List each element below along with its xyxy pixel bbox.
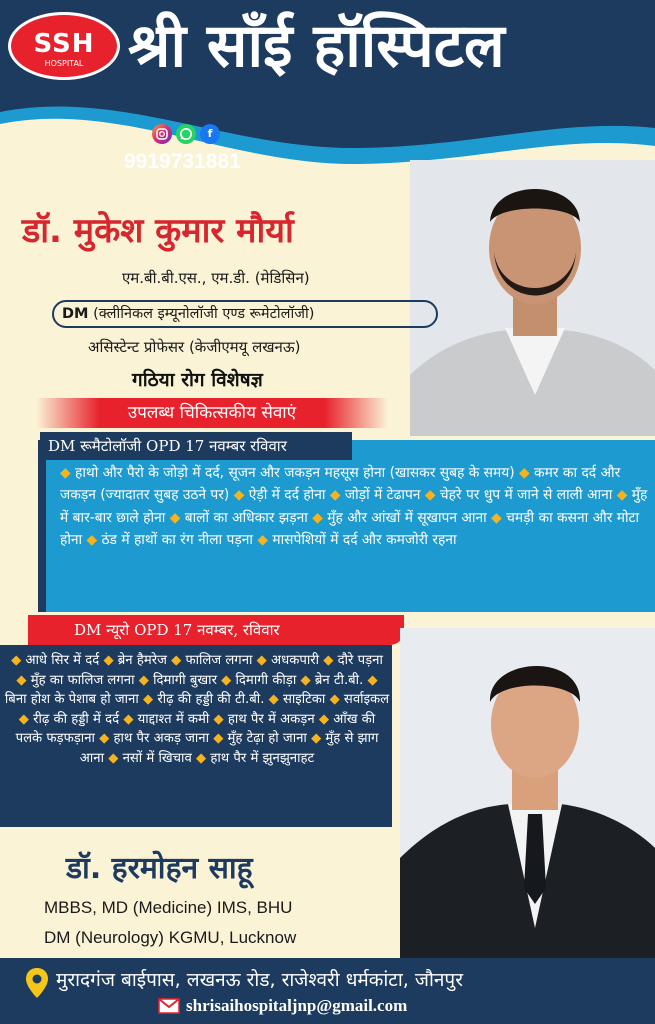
symptom-item: ◆ मुँह में बार-बार छाले होना: [60, 487, 648, 526]
symptom-item: ◆ हाथ पैर में अकड़न: [213, 711, 315, 727]
symptom-item: ◆ मुँह और आंखों में सूखापन आना: [312, 509, 487, 526]
rheumatology-opd-tag: DM रूमैटोलॉजी OPD 17 नवम्बर रविवार: [40, 432, 352, 460]
rheumatology-symptom-list: [60, 462, 655, 552]
symptom-item: ◆ आँख की पलके फड़फड़ाना: [15, 711, 376, 747]
symptom-item: ◆ मासपेशियों में दर्द और कमजोरी रहना: [257, 532, 457, 549]
symptom-item: ◆ आधे सिर में दर्द: [11, 653, 100, 668]
symptom-item: ◆ अधकपारी: [256, 653, 320, 668]
symptom-item: ◆ जोड़ों में टेढापन: [329, 487, 421, 504]
doctor1-portrait: [410, 160, 655, 436]
logo-text: SSH: [33, 29, 95, 59]
services-heading: उपलब्ध चिकित्सकीय सेवाएं: [36, 398, 388, 428]
neurology-opd-tag: DM न्यूरो OPD 17 नवम्बर, रविवार: [28, 615, 404, 645]
symptom-item: ◆ ब्रेन हैमरेज: [103, 653, 167, 668]
hospital-email[interactable]: shrisaihospitaljnp@gmail.com: [186, 996, 408, 1015]
symptom-item: ◆ साइटिका: [268, 692, 326, 708]
doctor1-dm-prefix: DM: [62, 306, 89, 322]
doctor1-name: डॉ. मुकेश कुमार मौर्या: [22, 211, 294, 251]
instagram-icon[interactable]: [152, 124, 172, 144]
symptom-item: ◆ सर्वाइकल: [329, 692, 390, 708]
facebook-icon[interactable]: f: [200, 124, 220, 144]
symptom-item: ◆ याद्दाश्त में कमी: [123, 711, 210, 727]
symptom-item: ◆ दिमागी बुखार: [138, 672, 217, 688]
doctor2-portrait: [400, 628, 655, 958]
symptom-item: ◆ दिमागी कीड़ा: [221, 672, 297, 688]
symptom-item: ◆ फालिज लगना: [171, 653, 253, 668]
phone-number[interactable]: 9919731881: [124, 150, 241, 173]
hospital-title: श्री साँई हॉस्पिटल: [128, 11, 505, 81]
hospital-logo: [8, 12, 120, 80]
doctor2-dm: DM (Neurology) KGMU, Lucknow: [44, 928, 297, 947]
symptom-item: ◆ हाथ पैर अकड़ जाना: [99, 731, 209, 747]
symptom-item: ◆ कमर का दर्द और जकड़न (ज्यादातर सुबह उठने पर): [60, 465, 621, 504]
hospital-address: मुरादगंज बाईपास, लखनऊ रोड, राजेश्वरी धर्मकांटा, जौनपुर: [56, 969, 463, 991]
social-icons: [152, 124, 220, 144]
doctor1-dm-text: (क्लीनिकल इम्यूनोलॉजी एण्ड रूमेटोलॉजी): [93, 306, 315, 322]
whatsapp-icon[interactable]: [176, 124, 196, 144]
symptom-item: ◆ ब्रेन टी.बी.: [300, 672, 364, 688]
symptom-item: ◆ मुँह का फालिज लगना: [16, 672, 135, 688]
symptom-item: ◆ ऐड़ी में दर्द होना: [233, 487, 326, 504]
symptom-item: ◆ रीढ़ की हड्डी की टी.बी.: [143, 692, 265, 708]
doctor2-degree: MBBS, MD (Medicine) IMS, BHU: [44, 898, 293, 917]
neurology-symptom-list: [4, 651, 390, 769]
symptom-item: ◆ दौरे पड़ना: [323, 653, 383, 668]
neurology-panel: [0, 645, 392, 827]
symptom-item: ◆ बालों का अधिकार झड़ना: [169, 509, 308, 526]
symptom-item: ◆ मुँह टेढ़ा हो जाना: [213, 731, 307, 747]
symptom-item: ◆ चमड़ी का कसना और मोटा होना: [60, 509, 640, 549]
symptom-item: ◆ रीढ़ की हड्डी में दर्द: [18, 711, 120, 727]
symptom-item: ◆ बिना होश के पेशाब हो जाना: [4, 672, 378, 708]
doctor2-name: डॉ. हरमोहन साहू: [66, 851, 253, 886]
symptom-item: ◆ हाथ पैर में झुनझुनाहट: [196, 750, 315, 766]
symptom-item: ◆ ठंड में हाथों का रंग नीला पड़ना: [86, 532, 253, 549]
symptom-item: ◆ हाथो और पैरो के जोड़ो में दर्द, सूजन और जकड़न महसूस होना (खासकर सुबह के समय): [60, 465, 515, 481]
symptom-item: ◆ चेहरे पर धुप में जाने से लाली आना: [424, 487, 613, 504]
doctor2-photo: [400, 628, 655, 958]
doctor1-photo: [410, 160, 655, 436]
doctor1-degree: एम.बी.बी.एस., एम.डी. (मेडिसिन): [122, 269, 310, 287]
location-pin-icon: [24, 966, 50, 1000]
logo-subtext: HOSPITAL: [44, 59, 84, 68]
doctor1-position: असिस्टेन्ट प्रोफेसर (केजीएमयू लखनऊ): [88, 338, 301, 356]
doctor1-specialty: गठिया रोग विशेषज्ञ: [132, 369, 263, 391]
doctor1-dm-box: [52, 300, 438, 328]
rheumatology-panel: [38, 440, 655, 612]
footer: [0, 958, 655, 1024]
symptom-item: ◆ नसों में खिचाव: [108, 750, 192, 766]
mail-icon: [158, 998, 180, 1014]
symptom-item: ◆ मुँह से झाग आना: [79, 731, 379, 766]
